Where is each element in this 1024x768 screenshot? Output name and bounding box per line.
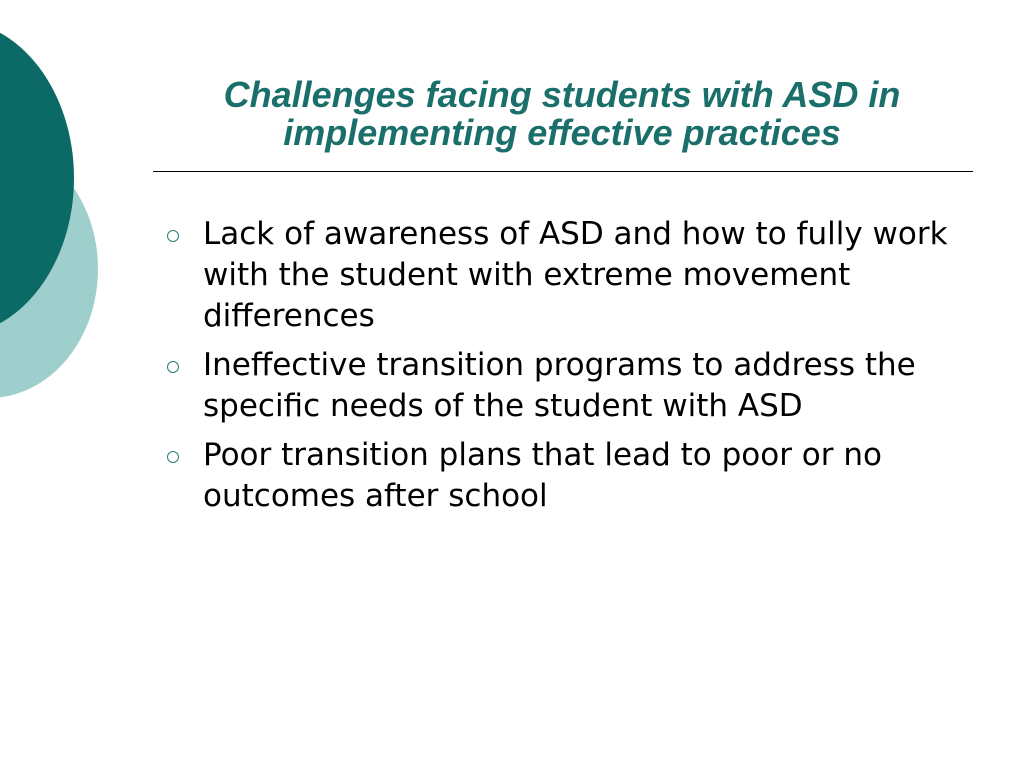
hollow-circle-bullet-icon bbox=[167, 361, 179, 373]
title-divider bbox=[153, 171, 973, 172]
hollow-circle-bullet-icon bbox=[167, 451, 179, 463]
bullet-text: Ineffective transition programs to address the specific needs of the student with ASD bbox=[203, 347, 916, 424]
hollow-circle-bullet-icon bbox=[167, 230, 179, 242]
bullet-item bbox=[165, 345, 965, 427]
bullet-text: Poor transition plans that lead to poor or no outcomes after school bbox=[203, 437, 882, 514]
slide-title: Challenges facing students with ASD in implementing effective practices bbox=[223, 74, 901, 153]
bullet-item bbox=[165, 435, 965, 517]
bullet-text: Lack of awareness of ASD and how to fully work with the student with extreme movement differences bbox=[203, 216, 948, 334]
bullet-item bbox=[165, 214, 965, 337]
bullet-list bbox=[165, 214, 965, 525]
